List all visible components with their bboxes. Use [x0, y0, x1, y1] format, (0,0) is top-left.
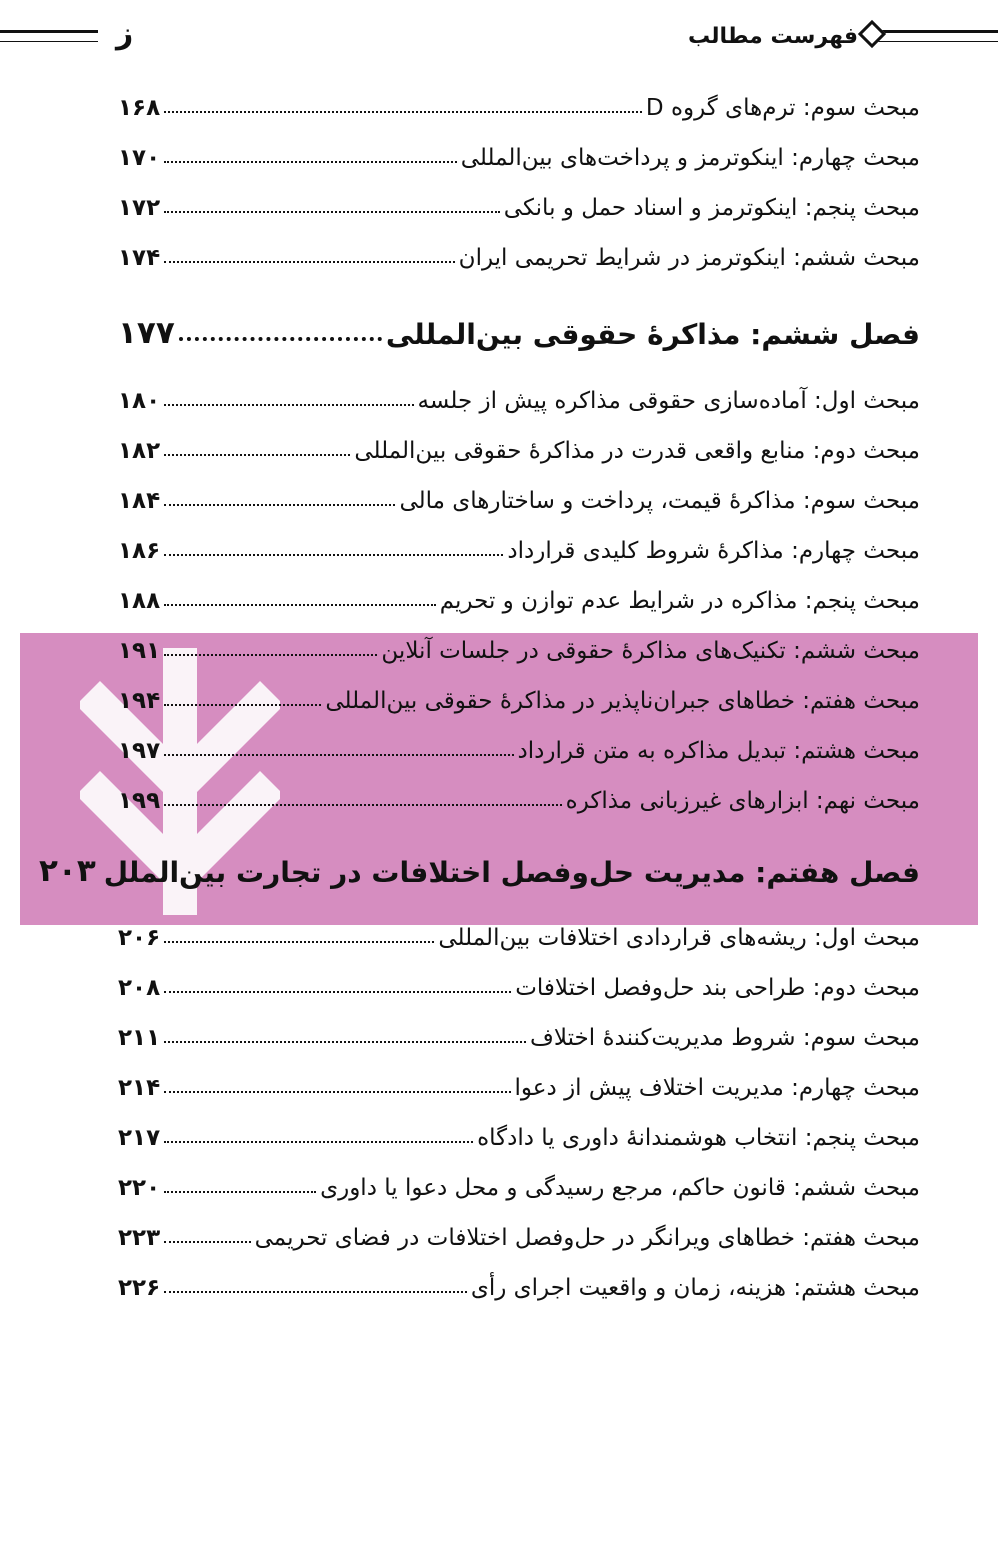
toc-entry[interactable]	[118, 638, 920, 664]
toc-entry-page: ۱۹۴	[118, 688, 161, 714]
dot-leader	[164, 403, 413, 406]
toc-chapter[interactable]	[38, 853, 920, 889]
toc-entry[interactable]	[118, 1275, 920, 1301]
toc-entry[interactable]	[118, 195, 920, 221]
toc-entry[interactable]	[118, 738, 920, 764]
header-page-letter: ز	[116, 16, 134, 51]
toc-entry[interactable]	[118, 588, 920, 614]
toc-entry[interactable]	[118, 145, 920, 171]
dot-leader	[164, 1140, 473, 1143]
toc-entry[interactable]	[118, 388, 920, 414]
dot-leader	[164, 210, 500, 213]
dot-leader	[164, 553, 503, 556]
toc-entry-page: ۲۱۱	[118, 1025, 161, 1051]
dot-leader	[164, 1190, 316, 1193]
toc-entry-page: ۲۱۴	[118, 1075, 161, 1101]
toc-entry-page: ۱۸۲	[118, 438, 161, 464]
toc-entry-page: ۲۲۶	[118, 1275, 161, 1301]
header-title: فهرست مطالب	[687, 24, 858, 49]
toc-chapter-page: ۲۰۳	[38, 853, 96, 889]
toc-chapter-page: ۱۷۷	[118, 315, 175, 351]
toc-entry-title: مبحث سوم: شروط مدیریت‌کنندهٔ اختلاف	[530, 1025, 920, 1051]
dot-leader	[164, 990, 511, 993]
dot-leader	[164, 453, 350, 456]
toc-entry-page: ۱۷۲	[118, 195, 161, 221]
dot-leader	[164, 260, 455, 263]
toc-entry-title: مبحث ششم: قانون حاکم، مرجع رسیدگی و محل دعوا یا داوری	[320, 1175, 920, 1201]
dot-leader	[164, 1040, 526, 1043]
toc-entry-page: ۱۶۸	[118, 95, 161, 121]
toc-entry-page: ۱۸۰	[118, 388, 161, 414]
toc-chapter[interactable]	[118, 315, 920, 351]
toc-entry-page: ۱۷۴	[118, 245, 161, 271]
toc-entry-title: مبحث سوم: ترم‌های گروه D	[645, 95, 920, 121]
toc-entry-title: مبحث هشتم: هزینه، زمان و واقعیت اجرای رأی	[470, 1275, 920, 1301]
dot-leader	[164, 703, 321, 706]
toc-entry-title: مبحث ششم: تکنیک‌های مذاکرهٔ حقوقی در جلسات آنلاین	[381, 638, 920, 664]
toc-entry-title: مبحث چهارم: مذاکرهٔ شروط کلیدی قرارداد	[507, 538, 920, 564]
toc-entry[interactable]	[118, 1025, 920, 1051]
toc-entry-title: مبحث هفتم: خطاهای جبران‌ناپذیر در مذاکرهٔ حقوقی بین‌المللی	[325, 688, 920, 714]
toc-entry-page: ۱۷۰	[118, 145, 161, 171]
toc-entry-page: ۱۸۴	[118, 488, 161, 514]
dot-leader	[164, 803, 562, 806]
toc-entry[interactable]	[118, 688, 920, 714]
toc-entry[interactable]	[118, 1225, 920, 1251]
toc-entry-page: ۲۱۷	[118, 1125, 161, 1151]
toc-entry[interactable]	[118, 975, 920, 1001]
toc-entry[interactable]	[118, 438, 920, 464]
toc-entry-title: مبحث هشتم: تبدیل مذاکره به متن قرارداد	[517, 738, 920, 764]
toc-chapter-title: فصل ششم: مذاکرهٔ حقوقی بین‌المللی	[385, 318, 920, 351]
dot-leader	[164, 1090, 510, 1093]
toc-entry[interactable]	[118, 538, 920, 564]
toc-entry-page: ۲۰۸	[118, 975, 161, 1001]
toc-entry[interactable]	[118, 925, 920, 951]
dot-leader	[164, 603, 436, 606]
toc-entry[interactable]	[118, 788, 920, 814]
toc-entry-title: مبحث ششم: اینکوترمز در شرایط تحریمی ایران	[458, 245, 920, 271]
toc-entry-page: ۲۲۰	[118, 1175, 161, 1201]
toc-entry-page: ۱۹۹	[118, 788, 161, 814]
dot-leader	[164, 110, 642, 113]
toc-entry-title: مبحث چهارم: مدیریت اختلاف پیش از دعوا	[514, 1075, 920, 1101]
dot-leader	[179, 336, 382, 341]
dot-leader	[164, 1240, 251, 1243]
toc-chapter-title: فصل هفتم: مدیریت حل‌وفصل اختلافات در تجارت بین‌الملل	[103, 856, 920, 889]
toc-entry-title: مبحث اول: ریشه‌های قراردادی اختلافات بین‌المللی	[438, 925, 920, 951]
dot-leader	[164, 1290, 467, 1293]
toc-entry-title: مبحث هفتم: خطاهای ویرانگر در حل‌وفصل اختلافات در فضای تحریمی	[254, 1225, 920, 1251]
toc-entry-title: مبحث سوم: مذاکرهٔ قیمت، پرداخت و ساختارهای مالی	[399, 488, 920, 514]
dot-leader	[164, 940, 434, 943]
toc-entry[interactable]	[118, 245, 920, 271]
toc-entry-page: ۱۹۷	[118, 738, 161, 764]
toc-entry[interactable]	[118, 1175, 920, 1201]
toc-entry-page: ۱۸۸	[118, 588, 161, 614]
toc-entry[interactable]	[118, 1075, 920, 1101]
toc-entry-page: ۱۹۱	[118, 638, 161, 664]
toc-entry-page: ۲۲۳	[118, 1225, 161, 1251]
dot-leader	[164, 653, 377, 656]
toc-entry[interactable]	[118, 1125, 920, 1151]
toc-entry-title: مبحث اول: آماده‌سازی حقوقی مذاکره پیش از جلسه	[417, 388, 920, 414]
toc-entry[interactable]	[118, 95, 920, 121]
toc-entry-title: مبحث دوم: طراحی بند حل‌وفصل اختلافات	[515, 975, 920, 1001]
dot-leader	[164, 753, 513, 756]
toc-entry-page: ۱۸۶	[118, 538, 161, 564]
toc-entry-title: مبحث پنجم: مذاکره در شرایط عدم توازن و تحریم	[439, 588, 920, 614]
toc-entry-page: ۲۰۶	[118, 925, 161, 951]
toc-entry[interactable]	[118, 488, 920, 514]
toc-entry-title: مبحث چهارم: اینکوترمز و پرداخت‌های بین‌المللی	[460, 145, 920, 171]
toc-entry-title: مبحث پنجم: اینکوترمز و اسناد حمل و بانکی	[503, 195, 920, 221]
dot-leader	[164, 503, 395, 506]
toc-entry-title: مبحث دوم: منابع واقعی قدرت در مذاکرهٔ حقوقی بین‌المللی	[354, 438, 920, 464]
toc-entry-title: مبحث نهم: ابزارهای غیرزبانی مذاکره	[565, 788, 920, 814]
toc-entry-title: مبحث پنجم: انتخاب هوشمندانهٔ داوری یا دادگاه	[477, 1125, 920, 1151]
dot-leader	[164, 160, 457, 163]
